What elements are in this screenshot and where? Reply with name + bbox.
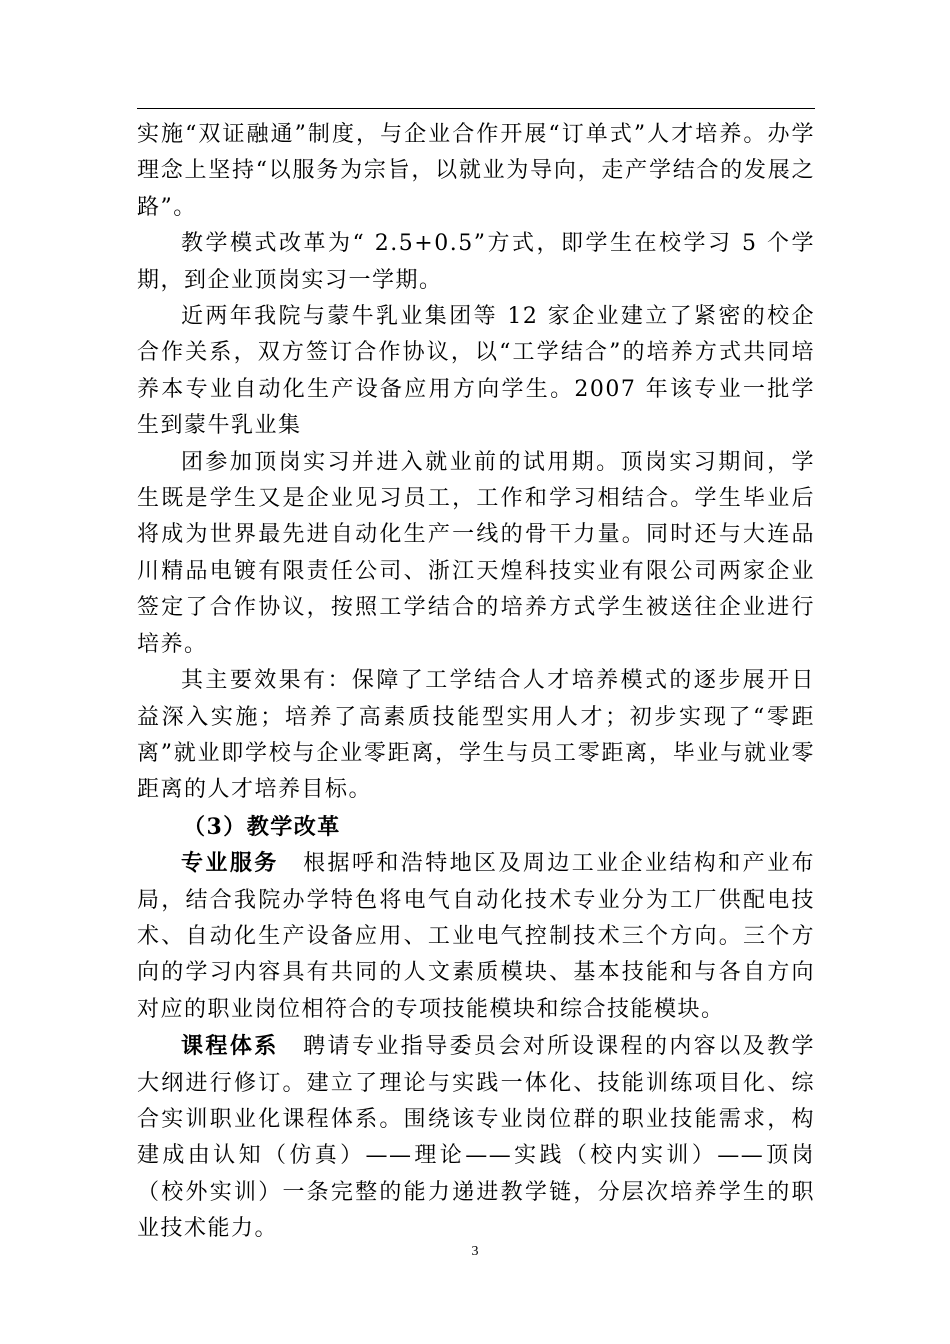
paragraph-lead-curriculum-system: 课程体系	[181, 1033, 279, 1060]
paragraph-teaching-mode: 教学模式改革为“ 2.5+0.5”方式，即学生在校学习 5 个学期，到企业顶岗实习一学期。	[137, 231, 815, 293]
page-number: 3	[471, 1244, 479, 1259]
paragraph-curriculum-system	[137, 1028, 815, 1247]
paragraph-effects: 其主要效果有：保障了工学结合人才培养模式的逐步展开日益深入实施；培养了高素质技能型实用人才；初步实现了“零距离”就业即学校与企业零距离，学生与员工零距离，毕业与就业零距离的人才培养目标。	[137, 668, 815, 803]
paragraph-professional-service	[137, 845, 815, 1028]
paragraph-lead-professional-service: 专业服务	[181, 850, 279, 877]
header-rule	[137, 108, 815, 109]
paragraph-enterprise-cooperation: 近两年我院与蒙牛乳业集团等 12 家企业建立了紧密的校企合作关系，双方签订合作协议，以“工学结合”的培养方式共同培养本专业自动化生产设备应用方向学生。2007 年该专业一批学生到蒙牛乳业集	[137, 304, 815, 439]
paragraph-dual-certificate: 实施“双证融通”制度，与企业合作开展“订单式”人才培养。办学理念上坚持“以服务为宗旨，以就业为导向，走产学结合的发展之路”。	[137, 122, 815, 220]
paragraph-internship: 团参加顶岗实习并进入就业前的试用期。顶岗实习期间，学生既是学生又是企业见习员工，工作和学习相结合。学生毕业后将成为世界最先进自动化生产一线的骨干力量。同时还与大连品川精品电镀有限责任公司、浙江天煌科技实业有限公司两家企业签定了合作协议，按照工学结合的培养方式学生被送往企业进行培养。	[137, 449, 815, 657]
paragraph-body-professional-service: 根据呼和浩特地区及周边工业企业结构和产业布局，结合我院办学特色将电气自动化技术专业分为工厂供配电技术、自动化生产设备应用、工业电气控制技术三个方向。三个方向的学习内容具有共同的人文素质模块、基本技能和与各自方向对应的职业岗位相符合的专项技能模块和综合技能模块。	[137, 851, 815, 1022]
document-body	[137, 117, 815, 1248]
section-heading-teaching-reform: （3）教学改革	[183, 813, 341, 840]
paragraph-body-curriculum-system: 聘请专业指导委员会对所设课程的内容以及教学大纲进行修订。建立了理论与实践一体化、技能训练项目化、综合实训职业化课程体系。围绕该专业岗位群的职业技能需求，构建成由认知（仿真）——理论——实践（校内实训）——顶岗（校外实训）一条完整的能力递进教学链，分层次培养学生的职业技术能力。	[137, 1034, 815, 1242]
